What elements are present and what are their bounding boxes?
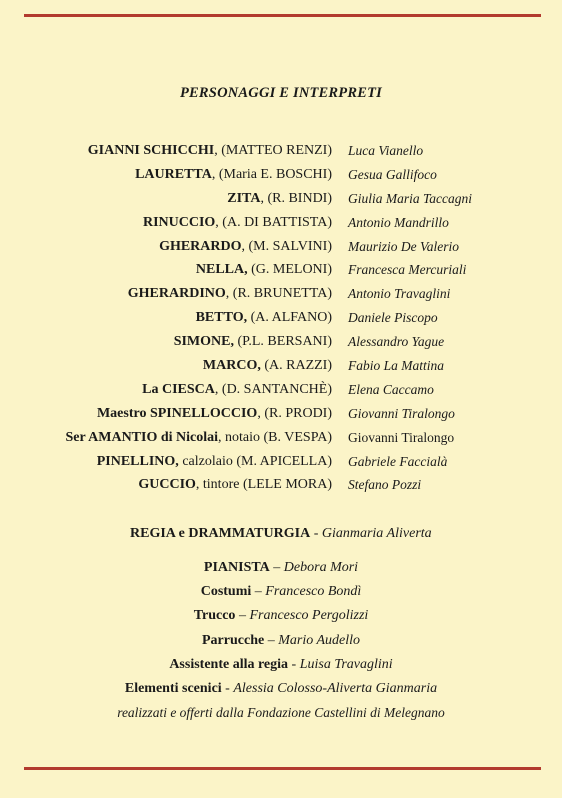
credit-label: Costumi	[200, 584, 252, 600]
character-name: GHERARDO	[159, 238, 242, 254]
character-role	[196, 260, 332, 280]
cast-row	[0, 332, 562, 356]
character-role	[135, 165, 332, 185]
cast-list	[0, 141, 562, 499]
character-detail: calzolaio (M. APICELLA)	[178, 453, 332, 469]
cast-row	[0, 213, 562, 237]
cast-row	[0, 237, 562, 261]
performer-name: Gabriele Faccialà	[348, 453, 448, 469]
credit-label: PIANISTA	[203, 560, 270, 575]
character-role	[65, 428, 332, 448]
cast-row	[0, 308, 562, 332]
character-role	[142, 380, 332, 400]
character-detail: (G. MELONI)	[247, 262, 332, 278]
credit-list	[0, 558, 562, 703]
credit-separator: –	[264, 632, 279, 648]
credit-label: Parrucche	[202, 632, 265, 648]
performer-name: Giovanni Tiralongo	[348, 429, 455, 445]
credit-line	[0, 631, 562, 655]
credit-line	[0, 655, 562, 679]
character-detail: (A. ALFANO)	[247, 310, 332, 326]
credit-name: Mario Audello	[278, 632, 360, 648]
performer-name: Alessandro Yague	[348, 334, 445, 350]
cast-row	[0, 189, 562, 213]
credit-label: Assistente alla regia	[169, 656, 289, 672]
cast-row	[0, 260, 562, 284]
character-detail: , (R. BINDI)	[260, 190, 332, 206]
performer-name: Stefano Pozzi	[348, 477, 422, 493]
credit-separator: –	[251, 584, 266, 600]
credit-name: Francesco Pergolizzi	[249, 608, 369, 624]
credit-label: Trucco	[193, 608, 236, 624]
character-name: ZITA	[227, 190, 261, 206]
character-role	[138, 475, 332, 495]
credit-line	[0, 558, 562, 582]
credit-line	[0, 582, 562, 606]
character-role	[128, 284, 332, 304]
cast-row	[0, 404, 562, 428]
credit-label: Elementi scenici	[124, 680, 222, 696]
character-role	[227, 189, 332, 209]
character-detail: , (A. DI BATTISTA)	[215, 214, 332, 230]
performer-name: Maurizio De Valerio	[348, 238, 459, 254]
character-name: LAURETTA	[135, 166, 212, 182]
performer-name: Giovanni Tiralongo	[348, 405, 455, 421]
character-detail: , tintore (LELE MORA)	[195, 477, 332, 493]
character-name: BETTO,	[195, 310, 248, 326]
credit-separator: –	[269, 560, 284, 575]
credit-name: Debora Mori	[283, 560, 359, 575]
credit-separator: –	[235, 608, 250, 624]
performer-name: Francesca Mercuriali	[348, 262, 467, 278]
performer-name: Gesua Gallifoco	[348, 166, 437, 182]
character-detail: , (MATTEO RENZI)	[214, 143, 332, 158]
character-name: NELLA,	[195, 262, 248, 278]
top-rule	[24, 14, 541, 17]
footnote: realizzati e offerti dalla Fondazione Castellini di Melegnano	[117, 705, 445, 721]
character-name: La CIESCA	[142, 381, 215, 397]
character-detail: , (D. SANTANCHÈ)	[214, 381, 332, 397]
character-role	[97, 452, 332, 472]
character-name: SIMONE,	[173, 334, 234, 350]
credit-name: Luisa Travaglini	[299, 656, 393, 672]
performer-name: Daniele Piscopo	[348, 310, 438, 326]
character-name: GUCCIO	[138, 477, 196, 493]
performer-name: Antonio Mandrillo	[348, 214, 449, 230]
cast-row	[0, 380, 562, 404]
character-detail: , notaio (B. VESPA)	[218, 429, 332, 445]
cast-row	[0, 452, 562, 476]
credit-name: Alessia Colosso-Aliverta Gianmaria	[233, 680, 438, 696]
performer-name: Fabio La Mattina	[348, 358, 445, 374]
character-detail: , (R. BRUNETTA)	[225, 286, 332, 302]
regia-label: REGIA e DRAMMATURGIA	[130, 526, 311, 541]
performer-name: Antonio Travaglini	[348, 286, 451, 302]
character-role	[203, 356, 332, 376]
cast-row	[0, 141, 562, 165]
section-title: PERSONAGGI E INTERPRETI	[180, 85, 382, 101]
credits-section	[0, 524, 562, 723]
credit-separator: -	[221, 680, 234, 696]
character-role	[88, 141, 332, 161]
cast-row	[0, 356, 562, 380]
character-name: MARCO,	[202, 358, 261, 374]
cast-row	[0, 284, 562, 308]
credit-line	[0, 606, 562, 630]
character-detail: , (Maria E. BOSCHI)	[211, 166, 332, 182]
regia-credit	[0, 524, 562, 548]
spacer	[0, 548, 562, 558]
character-role	[143, 213, 332, 233]
cast-row	[0, 165, 562, 189]
bottom-rule	[24, 767, 541, 770]
character-name: GHERARDINO	[127, 286, 226, 302]
character-role	[174, 332, 332, 352]
character-detail: , (M. SALVINI)	[241, 238, 332, 254]
regia-name: Gianmaria Aliverta	[321, 526, 432, 541]
character-name: GIANNI SCHICCHI	[87, 143, 215, 158]
character-name: RINUCCIO	[142, 214, 216, 230]
character-role	[97, 404, 332, 424]
character-detail: (P.L. BERSANI)	[233, 334, 332, 350]
credit-name: Francesco Bondì	[265, 584, 362, 600]
credit-separator: -	[288, 656, 300, 672]
character-role	[159, 237, 332, 257]
performer-name: Giulia Maria Taccagni	[348, 190, 473, 206]
character-name: Maestro SPINELLOCCIO	[96, 405, 258, 421]
character-detail: (A. RAZZI)	[260, 358, 332, 374]
credit-line	[0, 679, 562, 703]
character-role	[196, 308, 332, 328]
character-name: PINELLINO,	[96, 453, 179, 469]
performer-name: Luca Vianello	[348, 143, 424, 158]
regia-separator: -	[310, 526, 322, 541]
cast-row	[0, 428, 562, 452]
character-name: Ser AMANTIO di Nicolai	[65, 429, 219, 445]
performer-name: Elena Caccamo	[348, 381, 434, 397]
character-detail: , (R. PRODI)	[257, 405, 332, 421]
cast-row	[0, 475, 562, 499]
